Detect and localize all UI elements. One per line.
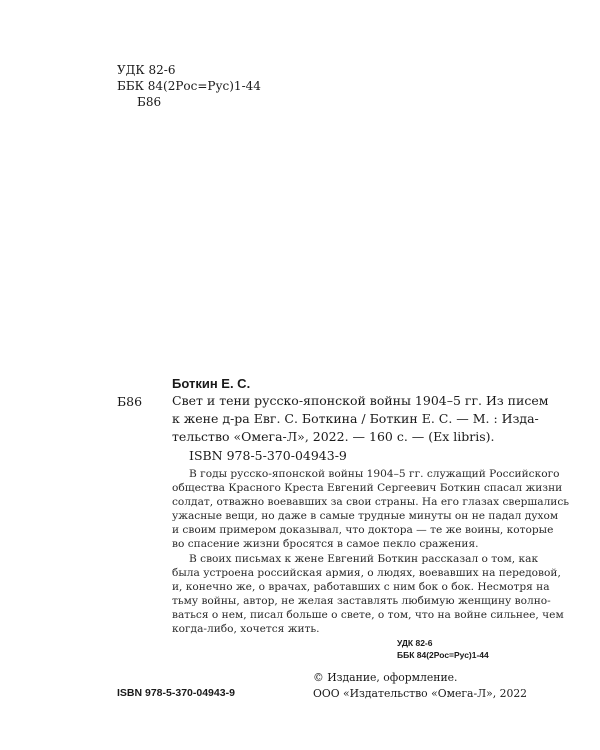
- udk-code-small: УДК 82-6: [397, 638, 433, 648]
- udk-code-top: УДК 82-6: [117, 63, 176, 77]
- author-mark: Б86: [117, 394, 143, 409]
- annotation-paragraph-2: [172, 552, 564, 637]
- isbn-footer: ISBN 978-5-370-04943-9: [117, 687, 235, 699]
- annotation-line: общества Красного Креста Евгений Сергеевич Боткин спасал жизни: [172, 482, 563, 495]
- annotation-line: во спасение жизни бросятся в самое пекло сражения.: [172, 538, 479, 551]
- author-mark-top: Б86: [137, 95, 162, 109]
- copyright-notice-line1: © Издание, оформление.: [313, 671, 458, 684]
- annotation-line: когда-либо, хочется жить.: [172, 623, 320, 636]
- isbn-catalog: ISBN 978-5-370-04943-9: [189, 448, 347, 463]
- bbk-code-small: ББК 84(2Рос=Рус)1-44: [397, 650, 489, 660]
- annotation-line: и, конечно же, о врачах, работавших с ним бок о бок. Несмотря на: [172, 581, 550, 594]
- bbk-code-top: ББК 84(2Рос=Рус)1-44: [117, 79, 261, 93]
- bibliographic-line: Свет и тени русско-японской войны 1904–5 гг. Из писем: [172, 393, 549, 408]
- annotation-line: была устроена российская армия, о людях, воевавших на передовой,: [172, 567, 561, 580]
- author-heading: Боткин Е. С.: [172, 376, 251, 391]
- annotation-line: В годы русско-японской войны 1904–5 гг. служащий Российского: [189, 468, 560, 480]
- annotation-line: В своих письмах к жене Евгений Боткин рассказал о том, как: [189, 553, 539, 565]
- annotation-paragraph-1: [172, 467, 569, 552]
- annotation-line: и своим примером доказывал, что доктора — те же воины, которые: [172, 524, 554, 537]
- bibliographic-line: тельство «Омега-Л», 2022. — 160 с. — (Ex libris).: [172, 429, 495, 444]
- bibliographic-line: к жене д-ра Евг. С. Боткина / Боткин Е. С. — М. : Изда-: [172, 411, 539, 426]
- copyright-notice-line2: ООО «Издательство «Омега-Л», 2022: [313, 687, 528, 700]
- annotation-line: солдат, отважно воевавших за свои страны. На его глазах свершались: [172, 496, 570, 509]
- annotation-line: ужасные вещи, но даже в самые трудные минуты он не падал духом: [172, 510, 559, 523]
- annotation-line: ваться о нем, писал больше о свете, о том, что на войне сильнее, чем: [172, 609, 564, 622]
- bibliographic-description: [172, 392, 548, 446]
- annotation-line: тьму войны, автор, не желая заставлять любимую женщину волно-: [172, 595, 551, 608]
